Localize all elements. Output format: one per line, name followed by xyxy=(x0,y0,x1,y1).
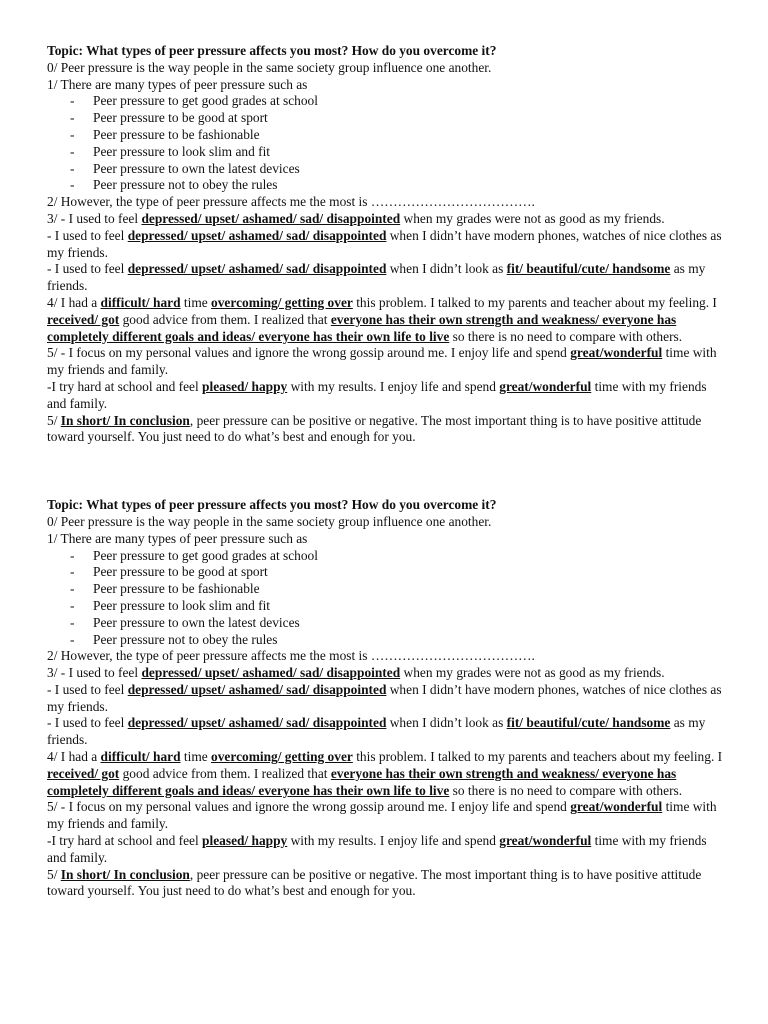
types-list xyxy=(47,548,727,649)
paragraph-feeling-devices xyxy=(47,682,727,716)
answer-options: great/wonderful xyxy=(499,378,592,394)
paragraph-focus-values xyxy=(47,345,727,379)
paragraph-overcoming xyxy=(47,749,727,799)
paragraph-overcoming xyxy=(47,295,727,345)
paragraph-feeling-looks xyxy=(47,261,727,295)
paragraph-feeling-looks xyxy=(47,715,727,749)
text-run: with my results. I enjoy life and spend xyxy=(287,378,500,394)
text-run: , peer pressure can be positive or negative. The most important thing is to have positive attitude toward yourself. You just need to do what’s best and enough for you. xyxy=(47,412,702,445)
answer-options: overcoming/ getting over xyxy=(211,294,353,310)
answer-options: received/ got xyxy=(47,765,120,781)
paragraph-definition: 0/ Peer pressure is the way people in the same society group influence one another. xyxy=(47,513,492,529)
answer-options: great/wonderful xyxy=(499,833,592,849)
paragraph-feeling-devices xyxy=(47,228,727,262)
list-item: - Peer pressure to be good at sport xyxy=(47,110,727,127)
answer-options: In short/ In conclusion xyxy=(60,412,190,428)
text-run: -I try hard at school and feel xyxy=(47,833,203,849)
answer-options: depressed/ upset/ ashamed/ sad/ disappointed xyxy=(141,210,401,226)
list-item: - Peer pressure to look slim and fit xyxy=(47,598,727,615)
list-item: - Peer pressure not to obey the rules xyxy=(47,177,727,194)
answer-options: everyone has their own strength and weakness/ everyone has completely different goals and ideas/ everyone has their own life to live xyxy=(47,311,677,344)
paragraph-types-intro: 1/ There are many types of peer pressure such as xyxy=(47,76,308,92)
text-run: when my grades were not as good as my friends. xyxy=(400,210,665,226)
text-run: 4/ I had a xyxy=(47,294,101,310)
paragraph-try-hard xyxy=(47,379,727,413)
list-item: - Peer pressure to own the latest devices xyxy=(47,615,727,632)
text-run: 3/ - I used to feel xyxy=(47,210,142,226)
topic-heading: Topic: What types of peer pressure affects you most? How do you overcome it? xyxy=(47,497,497,513)
document-page xyxy=(47,43,727,900)
answer-options: depressed/ upset/ ashamed/ sad/ disappointed xyxy=(127,227,387,243)
answer-options: difficult/ hard xyxy=(100,294,181,310)
paragraph-definition: 0/ Peer pressure is the way people in the same society group influence one another. xyxy=(47,59,492,75)
paragraph-types-intro: 1/ There are many types of peer pressure such as xyxy=(47,530,308,546)
paragraph-conclusion xyxy=(47,867,727,901)
text-run: so there is no need to compare with others. xyxy=(449,328,683,344)
text-run: time with my friends and family. xyxy=(47,833,707,865)
answer-options: fit/ beautiful/cute/ handsome xyxy=(506,261,671,277)
list-item: - Peer pressure to be fashionable xyxy=(47,581,727,598)
text-run: when my grades were not as good as my friends. xyxy=(400,665,665,681)
answer-options: pleased/ happy xyxy=(202,833,288,849)
text-run: good advice from them. I realized that xyxy=(119,311,331,327)
text-run: 3/ - I used to feel xyxy=(47,665,142,681)
answer-options: great/wonderful xyxy=(570,799,663,815)
text-run: so there is no need to compare with others. xyxy=(449,782,683,798)
paragraph-feeling-grades xyxy=(47,211,727,228)
answer-options: pleased/ happy xyxy=(202,378,288,394)
text-run: good advice from them. I realized that xyxy=(119,765,331,781)
text-run: time xyxy=(180,749,212,765)
text-run: 4/ I had a xyxy=(47,749,101,765)
list-item: - Peer pressure to look slim and fit xyxy=(47,144,727,161)
paragraph-feeling-grades xyxy=(47,665,727,682)
list-item: - Peer pressure to get good grades at school xyxy=(47,93,727,110)
essay-block-1 xyxy=(47,43,727,446)
text-run: as my friends. xyxy=(47,261,706,294)
answer-options: received/ got xyxy=(47,311,120,327)
text-run: - I used to feel xyxy=(47,681,128,697)
paragraph-focus-values xyxy=(47,799,727,833)
answer-options: everyone has their own strength and weakness/ everyone has completely different goals and ideas/ everyone has their own life to live xyxy=(47,765,677,798)
text-run: -I try hard at school and feel xyxy=(47,378,203,394)
text-run: - I used to feel xyxy=(47,227,128,243)
text-run: - I used to feel xyxy=(47,715,128,731)
answer-options: depressed/ upset/ ashamed/ sad/ disappointed xyxy=(127,261,387,277)
text-run: 5/ xyxy=(47,866,61,882)
text-run: , peer pressure can be positive or negative. The most important thing is to have positive attitude toward yourself. You just need to do what’s best and enough for you. xyxy=(47,866,702,899)
text-run: when I didn’t look as xyxy=(386,715,507,731)
list-item: - Peer pressure to own the latest devices xyxy=(47,161,727,178)
answer-options: fit/ beautiful/cute/ handsome xyxy=(506,715,671,731)
topic-heading: Topic: What types of peer pressure affects you most? How do you overcome it? xyxy=(47,43,497,58)
text-run: time with my friends and family. xyxy=(47,799,717,832)
answer-options: overcoming/ getting over xyxy=(211,749,353,765)
paragraph-most-affecting: 2/ However, the type of peer pressure affects me the most is ………………………………. xyxy=(47,648,535,664)
answer-options: difficult/ hard xyxy=(100,749,181,765)
list-item: - Peer pressure not to obey the rules xyxy=(47,632,727,649)
answer-options: depressed/ upset/ ashamed/ sad/ disappointed xyxy=(141,665,401,681)
answer-options: depressed/ upset/ ashamed/ sad/ disappointed xyxy=(127,681,387,697)
answer-options: great/wonderful xyxy=(570,345,663,361)
list-item: - Peer pressure to get good grades at school xyxy=(47,548,727,565)
paragraph-try-hard xyxy=(47,833,727,867)
text-run: as my friends. xyxy=(47,715,706,748)
answer-options: depressed/ upset/ ashamed/ sad/ disappointed xyxy=(127,715,387,731)
text-run: this problem. I talked to my parents and teacher about my feeling. I xyxy=(352,294,717,310)
paragraph-conclusion xyxy=(47,413,727,447)
text-run: time xyxy=(180,294,212,310)
answer-options: In short/ In conclusion xyxy=(60,866,190,882)
text-run: when I didn’t have modern phones, watches of nice clothes as my friends. xyxy=(47,227,722,260)
text-run: time with my friends and family. xyxy=(47,345,717,378)
text-run: when I didn’t look as xyxy=(386,261,507,277)
text-run: with my results. I enjoy life and spend xyxy=(287,833,500,849)
text-run: this problem. I talked to my parents and teachers about my feeling. I xyxy=(352,749,723,765)
types-list xyxy=(47,93,727,194)
text-run: - I used to feel xyxy=(47,261,128,277)
paragraph-most-affecting: 2/ However, the type of peer pressure affects me the most is ………………………………. xyxy=(47,194,535,210)
essay-block-2 xyxy=(47,497,727,900)
text-run: when I didn’t have modern phones, watches of nice clothes as my friends. xyxy=(47,681,722,714)
list-item: - Peer pressure to be fashionable xyxy=(47,127,727,144)
text-run: 5/ - I focus on my personal values and ignore the wrong gossip around me. I enjoy life and spend xyxy=(47,799,571,815)
text-run: 5/ - I focus on my personal values and ignore the wrong gossip around me. I enjoy life and spend xyxy=(47,345,571,361)
text-run: time with my friends and family. xyxy=(47,378,707,411)
text-run: 5/ xyxy=(47,412,61,428)
list-item: - Peer pressure to be good at sport xyxy=(47,564,727,581)
